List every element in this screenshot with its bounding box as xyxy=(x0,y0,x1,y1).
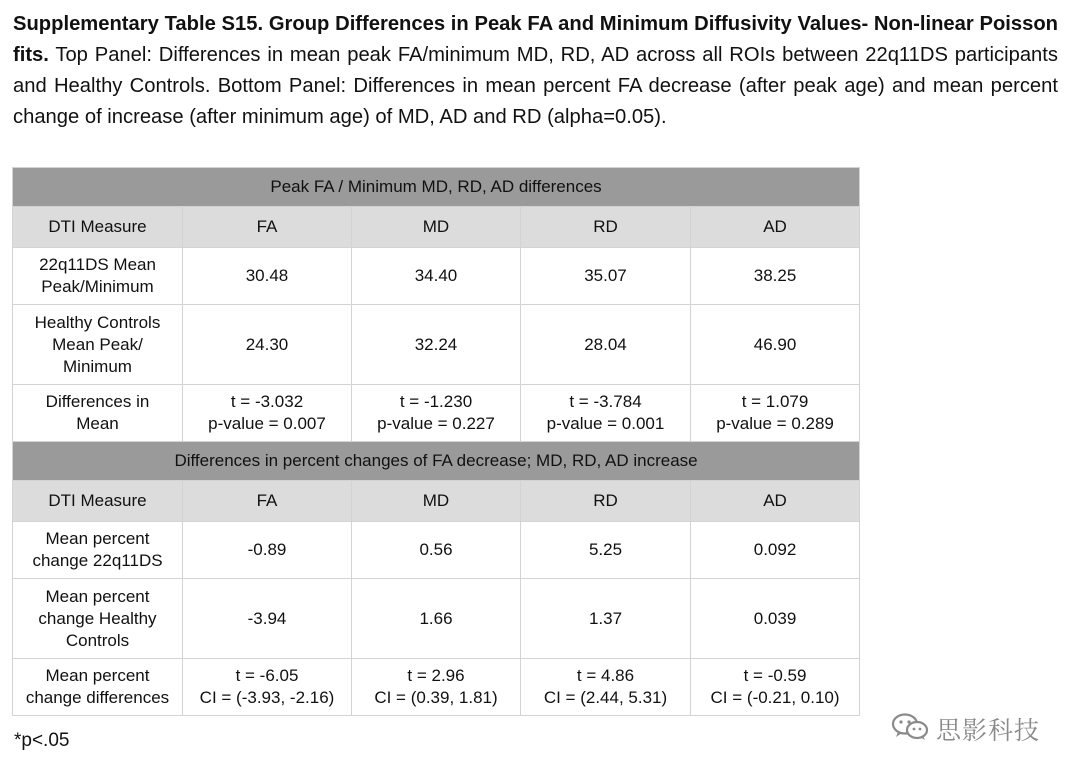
table-row xyxy=(13,659,860,716)
row-label: Mean percent change 22q11DS xyxy=(13,522,183,579)
table-cell: 28.04 xyxy=(521,305,691,385)
caption-description: Top Panel: Differences in mean peak FA/minimum MD, RD, AD across all ROIs between 22q11DS participants and Healthy Controls. Bottom Panel: Differences in mean percent FA decrease (after peak age) and mean percent change of increase (after minimum age) of MD, AD and RD (alpha=0.05). xyxy=(13,44,1058,128)
table-cell: t = 4.86 CI = (2.44, 5.31) xyxy=(521,659,691,716)
caption-title: Supplementary Table S15. Group Differences in Peak FA and Minimum Diffusivity Values- Non-linear Poisson fits. xyxy=(13,13,1058,66)
table-cell: t = -6.05 CI = (-3.93, -2.16) xyxy=(183,659,352,716)
table-cell: 34.40 xyxy=(352,248,521,305)
bottom-header-row xyxy=(13,481,860,522)
bottom-header-rd: RD xyxy=(521,481,691,522)
top-header-dti-measure: DTI Measure xyxy=(13,207,183,248)
row-label: Mean percent change Healthy Controls xyxy=(13,579,183,659)
table-cell: t = 2.96 CI = (0.39, 1.81) xyxy=(352,659,521,716)
table-cell: 1.37 xyxy=(521,579,691,659)
table-cell: t = -1.230 p-value = 0.227 xyxy=(352,385,521,442)
top-section-title-row xyxy=(13,168,860,207)
watermark xyxy=(890,712,1060,746)
table-row xyxy=(13,305,860,385)
row-label: Differences in Mean xyxy=(13,385,183,442)
table-cell: 0.092 xyxy=(691,522,860,579)
bottom-section-title: Differences in percent changes of FA decrease; MD, RD, AD increase xyxy=(13,442,860,481)
row-label: Healthy Controls Mean Peak/ Minimum xyxy=(13,305,183,385)
top-section-title: Peak FA / Minimum MD, RD, AD differences xyxy=(13,168,860,207)
row-label: 22q11DS Mean Peak/Minimum xyxy=(13,248,183,305)
table-cell: 24.30 xyxy=(183,305,352,385)
table-cell: 5.25 xyxy=(521,522,691,579)
row-label: Mean percent change differences xyxy=(13,659,183,716)
table-row xyxy=(13,385,860,442)
table-caption xyxy=(13,9,1058,133)
table-cell: t = -3.784 p-value = 0.001 xyxy=(521,385,691,442)
dti-table xyxy=(12,167,860,716)
wechat-icon xyxy=(890,712,930,747)
table-row xyxy=(13,522,860,579)
top-header-rd: RD xyxy=(521,207,691,248)
table-cell: -3.94 xyxy=(183,579,352,659)
top-header-ad: AD xyxy=(691,207,860,248)
watermark-text: 思影科技 xyxy=(936,717,1041,745)
bottom-section-title-row xyxy=(13,442,860,481)
table-cell: 0.039 xyxy=(691,579,860,659)
top-header-fa: FA xyxy=(183,207,352,248)
top-header-row xyxy=(13,207,860,248)
table-cell: 46.90 xyxy=(691,305,860,385)
table-cell: t = -0.59 CI = (-0.21, 0.10) xyxy=(691,659,860,716)
footnote: *p<.05 xyxy=(14,730,70,751)
bottom-header-fa: FA xyxy=(183,481,352,522)
table-cell: 1.66 xyxy=(352,579,521,659)
table-cell: 0.56 xyxy=(352,522,521,579)
table-row xyxy=(13,579,860,659)
table-cell: 38.25 xyxy=(691,248,860,305)
table-cell: t = -3.032 p-value = 0.007 xyxy=(183,385,352,442)
table-row xyxy=(13,248,860,305)
bottom-header-dti-measure: DTI Measure xyxy=(13,481,183,522)
table-cell: 32.24 xyxy=(352,305,521,385)
table-cell: -0.89 xyxy=(183,522,352,579)
table-cell: 30.48 xyxy=(183,248,352,305)
table-cell: t = 1.079 p-value = 0.289 xyxy=(691,385,860,442)
bottom-header-ad: AD xyxy=(691,481,860,522)
table-cell: 35.07 xyxy=(521,248,691,305)
top-header-md: MD xyxy=(352,207,521,248)
bottom-header-md: MD xyxy=(352,481,521,522)
